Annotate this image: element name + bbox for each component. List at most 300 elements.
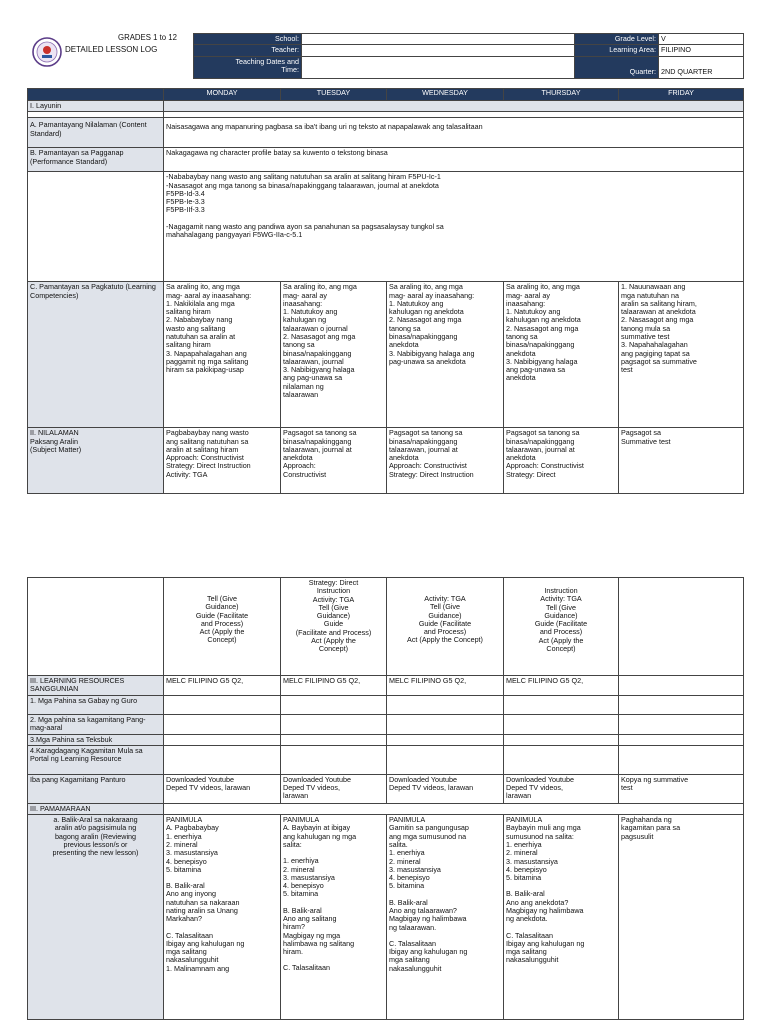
cell-line: nakasalungguhit — [166, 955, 219, 965]
cell-line: Strategy: Direct Instruction — [166, 461, 251, 471]
cell-line: Pagbabaybay nang wasto — [166, 428, 249, 438]
cell-line: Tell (Give — [207, 594, 237, 603]
cell-line: Guidance) — [316, 611, 351, 621]
cell-line: nakasalungguhit — [506, 955, 559, 965]
cell-line: Baybayin muli ang mga — [506, 823, 581, 833]
cell-line: ang pag-unawa sa — [283, 373, 343, 383]
cell-line: Act (Apply the — [538, 635, 584, 645]
cell-line: 3. Nabibigyang halaga ang — [389, 348, 475, 358]
resources-thursday: MELC FILIPINO G5 Q2, — [504, 676, 619, 696]
cell-line: aralin at/o pagsisimula ng — [54, 823, 137, 833]
cell-line: larawan — [506, 791, 532, 801]
cell-line: kagamitan para sa — [621, 823, 681, 833]
iba-pang-kagamitan-row — [28, 774, 744, 803]
cell-line: mga salitang — [166, 947, 207, 957]
teaching-dates-label — [194, 56, 302, 78]
resources-friday — [619, 676, 744, 696]
cell-line: natutuhan sa nakaraan — [166, 897, 240, 907]
learning-area-label: Learning Area: — [575, 45, 659, 56]
iba-friday — [619, 774, 744, 803]
cell-line: Ano ang talaarawan? — [389, 905, 457, 915]
cell-line: anekdota — [506, 373, 536, 383]
cell-line: 4. benepisyo — [283, 881, 324, 891]
kagamitang-row — [28, 715, 744, 735]
teksbuk-row — [28, 734, 744, 745]
cell-line: C. Talasalitaan — [166, 930, 214, 940]
seal-icon — [32, 37, 62, 67]
cell-line: 2. mineral — [283, 864, 315, 874]
content-standard-row — [28, 118, 744, 148]
cell-line: and Process) — [423, 627, 467, 637]
cell-line: paggamit ng mga salitang — [166, 356, 249, 366]
learning-competencies-row — [28, 282, 744, 428]
cell-line: Tell (Give — [430, 602, 460, 612]
cell-line: Guidance) — [205, 602, 239, 612]
cell-line: Ano ang anekdota? — [506, 897, 569, 907]
pamamaraan-row — [28, 803, 744, 814]
cell-line: kahulugan ng anekdota — [506, 315, 581, 325]
cell-line: PANIMULA — [506, 815, 543, 825]
cell-line: anekdota — [506, 453, 536, 463]
cell-line: Ano ang salitang — [283, 913, 337, 923]
grades-label: GRADES 1 to 12 — [118, 33, 177, 42]
cell-line: Sa araling ito, ang mga — [283, 282, 357, 292]
content-standard-label: A. Pamantayang Nilalaman (Content Standard) — [28, 118, 164, 148]
cell-line: wasto ang salitang — [166, 323, 226, 333]
objective-line: F5PB-IIf-3.3 — [166, 205, 205, 215]
balik-aral-monday — [164, 815, 281, 1020]
blank-cell[interactable] — [281, 715, 387, 735]
cell-line: Act (Apply the — [199, 627, 245, 637]
balik-aral-wednesday — [387, 815, 504, 1020]
day-wednesday: WEDNESDAY — [387, 89, 504, 101]
document-title: DETAILED LESSON LOG — [65, 45, 158, 54]
teaching-dates-field[interactable] — [302, 56, 575, 78]
day-monday: MONDAY — [164, 89, 281, 101]
cell-line: talaarawan at anekdota — [621, 307, 696, 317]
blank-cell[interactable] — [619, 745, 744, 774]
continuation-friday — [619, 578, 744, 676]
cell-line: larawan — [283, 791, 309, 801]
day-header-row — [28, 89, 744, 101]
competencies-friday — [619, 282, 744, 428]
cell-line: 5. bitamina — [506, 873, 542, 883]
blank-cell[interactable] — [387, 696, 504, 715]
cell-line: Guide (Facilitate — [418, 618, 472, 628]
cell-line: Pagsagot sa tanong sa — [506, 428, 580, 438]
teksbuk-label: 3.Mga Pahina sa Teksbuk — [28, 734, 164, 745]
cell-line: Deped TV videos, — [506, 783, 564, 793]
cell-line: 3. Nabibigyang halaga — [506, 356, 578, 366]
resources-wednesday: MELC FILIPINO G5 Q2, — [387, 676, 504, 696]
grade-level-label: Grade Level: — [575, 34, 659, 45]
performance-standard-row — [28, 148, 744, 172]
cell-line: presenting the new lesson) — [52, 848, 139, 858]
cell-line: Activity: TGA — [540, 594, 582, 604]
cell-line: ang pag-unawa sa — [506, 365, 566, 375]
continuation-wednesday — [387, 578, 504, 676]
cell-line: mga salitang — [389, 955, 430, 965]
gabay-guro-row — [28, 696, 744, 715]
learning-resources-label — [28, 676, 164, 696]
cell-line: Pagsagot sa — [621, 428, 661, 438]
quarter-value: 2ND QUARTER — [659, 56, 744, 78]
cell-line: Magbigay ng mga — [283, 930, 341, 940]
objective-line: mahahalagang pangyayari F5WG-IIa-c-5.1 — [166, 229, 303, 239]
cell-line: Ibigay ang kahulugan ng — [506, 938, 585, 948]
cell-line: talaarawan — [283, 389, 319, 399]
cell-line: binasa/napakinggang — [506, 436, 575, 446]
cell-line: Tell (Give — [546, 602, 576, 612]
cell-line: 1. enerhiya — [166, 831, 202, 841]
cell-line: Concept) — [207, 635, 237, 645]
balik-aral-tuesday — [281, 815, 387, 1020]
nilalaman-label — [28, 428, 164, 494]
teacher-field[interactable] — [302, 45, 575, 56]
blank-cell[interactable] — [164, 715, 281, 735]
learning-competencies-label: C. Pamantayan sa Pagkatuto (Learning Competencies) — [28, 282, 164, 428]
learning-area-value: FILIPINO — [659, 45, 744, 56]
content-standard-value: Naisasagawa ang mapanuring pagbasa sa iba't ibang uri ng teksto at napapalawak ang talasalitaan — [164, 118, 744, 148]
cell-line: Strategy: Direct — [506, 469, 556, 479]
cell-line: test — [621, 365, 633, 375]
cell-line: inaasahang: — [506, 298, 546, 308]
day-friday: FRIDAY — [619, 89, 744, 101]
blank-cell[interactable] — [387, 715, 504, 735]
quarter-label: Quarter: — [575, 56, 659, 78]
cell-line: ang mga sumusunod na — [389, 831, 467, 841]
competencies-monday — [164, 282, 281, 428]
blank-cell[interactable] — [387, 734, 504, 745]
blank-cell[interactable] — [504, 745, 619, 774]
cell-line: Approach: — [283, 461, 316, 471]
balik-aral-label — [28, 815, 164, 1020]
cell-line: mag- aaral ay — [506, 290, 550, 300]
cell-line: binasa/napakinggang — [389, 436, 458, 446]
cell-line: nilalaman ng — [283, 381, 324, 391]
strategy-continuation-row — [28, 578, 744, 676]
iba-wednesday — [387, 774, 504, 803]
cell-line: Ibigay ang kahulugan ng — [166, 938, 245, 948]
cell-line: natutuhan sa aralin at — [166, 331, 236, 341]
day-header-blank — [28, 89, 164, 101]
blank-cell[interactable] — [164, 734, 281, 745]
cell-line: Approach: Constructivist — [506, 461, 584, 471]
balik-aral-friday — [619, 815, 744, 1020]
cell-line: mag- aaral ay — [283, 290, 327, 300]
continuation-monday — [164, 578, 281, 676]
cell-line: test — [621, 783, 633, 793]
cell-line: 2. Nasasagot ang mga — [621, 315, 694, 325]
cell-line — [166, 579, 278, 587]
objective-line: F5PB-Ie-3.3 — [166, 197, 205, 207]
cell-line: anekdota — [283, 453, 313, 463]
objective-line: -Nababaybay nang wasto ang salitang natutuhan sa aralin at salitang hiram F5PU-Ic-1 — [166, 172, 441, 182]
cell-line: Guide (Facilitate — [534, 619, 588, 629]
pamamaraan-label: III. PAMAMARAAN — [28, 803, 164, 814]
performance-standard-value: Nakagagawa ng character profile batay sa kuwento o tekstong binasa — [164, 148, 744, 172]
cell-line: Sa araling ito, ang mga — [389, 282, 463, 292]
cell-line: Sa araling ito, ang mga — [166, 282, 240, 292]
cell-line: A. Baybayin at ibigay — [283, 823, 351, 833]
cell-line: Pagsagot sa tanong sa — [389, 428, 463, 438]
cell-line: 2. mineral — [166, 839, 198, 849]
cell-line: ng talaarawan. — [389, 922, 437, 932]
layunin-row — [28, 101, 744, 112]
balik-aral-row — [28, 815, 744, 1020]
cell-line: B. Balik-aral — [506, 889, 545, 899]
cell-line: Activity: TGA — [312, 594, 355, 604]
nilalaman-friday — [619, 428, 744, 494]
cell-line: mag- aaral ay inaasahang: — [166, 290, 252, 300]
cell-line: PANIMULA — [389, 815, 426, 825]
cell-line: 1. Nakikilala ang mga — [166, 298, 235, 308]
resources-monday: MELC FILIPINO G5 Q2, — [164, 676, 281, 696]
blank-cell[interactable] — [504, 696, 619, 715]
cell-line: Markahan? — [166, 914, 202, 924]
blank-cell[interactable] — [281, 734, 387, 745]
cell-line: summative test — [621, 331, 670, 341]
cell-line: 4. benepisyo — [506, 864, 547, 874]
pamamaraan-band — [164, 803, 744, 814]
cell-line: 1. enerhiya — [506, 839, 542, 849]
competencies-wednesday — [387, 282, 504, 428]
cell-line: A. Pagbabaybay — [166, 823, 219, 833]
cell-line: ng anekdota. — [506, 914, 548, 924]
cell-line: 1. Natutukoy ang — [283, 307, 338, 317]
competencies-tuesday — [281, 282, 387, 428]
performance-standard-label: B. Pamantayan sa Pagganap (Performance Standard) — [28, 148, 164, 172]
cell-line: 1. enerhiya — [283, 856, 319, 866]
cell-line: (Subject Matter) — [30, 444, 82, 454]
cell-line: C. Talasalitaan — [283, 963, 331, 973]
cell-line: hiram? — [283, 922, 305, 932]
school-field[interactable] — [302, 34, 575, 45]
cell-line: Constructivist — [283, 469, 327, 479]
gabay-guro-label: 1. Mga Pahina sa Gabay ng Guro — [28, 696, 164, 715]
blank-cell[interactable] — [164, 745, 281, 774]
cell-line: PANIMULA — [283, 815, 320, 825]
cell-line: ang pagiging tapat sa — [621, 348, 690, 358]
nilalaman-row — [28, 428, 744, 494]
cell-line: 3. Nabibigyang halaga — [283, 365, 355, 375]
lesson-log-table-part2 — [27, 577, 744, 1020]
cell-line: Act (Apply the Concept) — [407, 635, 483, 645]
blank-cell[interactable] — [619, 696, 744, 715]
cell-line: PANIMULA — [166, 815, 203, 825]
cell-line: 5. bitamina — [389, 881, 425, 891]
cell-line: tanong sa — [506, 331, 538, 341]
cell-line: 4. benepisyo — [166, 856, 207, 866]
cell-line: a. Balik-Aral sa nakaraang — [53, 815, 138, 825]
day-tuesday: TUESDAY — [281, 89, 387, 101]
continuation-label-blank — [28, 578, 164, 676]
cell-line: Kopya ng summative — [621, 774, 689, 784]
nilalaman-tuesday — [281, 428, 387, 494]
cell-line: 3. masustansiya — [506, 856, 558, 866]
objective-line: -Nagagamit nang wasto ang pandiwa ayon sa panahunan sa pagsasalaysay tungkol sa — [166, 221, 444, 231]
cell-line: talaarawan, journal at — [283, 444, 352, 454]
cell-line: binasa/napakinggang — [283, 348, 352, 358]
portal-row — [28, 745, 744, 774]
blank-cell[interactable] — [281, 696, 387, 715]
cell-line: II. NILALAMAN — [30, 428, 79, 438]
objectives-cell — [164, 172, 744, 282]
cell-line: 2. Nasasagot ang mga — [283, 331, 356, 341]
school-label: School: — [194, 34, 302, 45]
cell-line: SANGGUNIAN — [30, 684, 79, 694]
cell-line: 4. benepisyo — [389, 873, 430, 883]
teacher-label: Teacher: — [194, 45, 302, 56]
cell-line: 3. masustansiya — [166, 848, 218, 858]
cell-line: 5. bitamina — [283, 889, 319, 899]
iba-thursday — [504, 774, 619, 803]
cell-line: ang kahulugan ng mga — [283, 831, 357, 841]
dates-label-line2: Time: — [281, 64, 299, 74]
learning-resources-row — [28, 676, 744, 696]
cell-line: Ano ang inyong — [166, 889, 216, 899]
nilalaman-monday — [164, 428, 281, 494]
cell-line: Summative test — [621, 436, 671, 446]
cell-line: 3. masustansiya — [389, 864, 441, 874]
cell-line: (Facilitate and Process) — [295, 627, 372, 637]
cell-line: Downloaded Youtube — [389, 774, 457, 784]
cell-line: Approach: Constructivist — [166, 453, 244, 463]
cell-line: anekdota — [389, 453, 419, 463]
continuation-tuesday — [281, 578, 387, 676]
cell-line: salita. — [389, 839, 408, 849]
layunin-label: I. Layunin — [28, 101, 164, 112]
cell-line: Downloaded Youtube — [283, 774, 351, 784]
cell-line: talaarawan, journal at — [389, 444, 458, 454]
blank-cell[interactable] — [504, 734, 619, 745]
blank-cell[interactable] — [504, 715, 619, 735]
cell-line: aralin sa salitang hiram, — [621, 298, 697, 308]
nilalaman-thursday — [504, 428, 619, 494]
cell-line: Act (Apply the — [311, 635, 356, 645]
blank-cell[interactable] — [164, 696, 281, 715]
cell-line: talaarawan o journal — [283, 323, 348, 333]
cell-line: anekdota — [506, 348, 536, 358]
cell-line: 1. Natutukoy ang — [506, 307, 561, 317]
cell-line: kahulugan ng — [283, 315, 327, 325]
cell-line: kahulugan ng anekdota — [389, 307, 464, 317]
cell-line: Concept) — [318, 644, 349, 654]
cell-line: and Process) — [200, 618, 244, 628]
cell-line: Instruction — [544, 586, 578, 595]
objective-line: F5PB-Id-3.4 — [166, 188, 205, 198]
cell-line: 3. masustansiya — [283, 872, 335, 882]
cell-line: binasa/napakinggang — [389, 331, 458, 341]
cell-line: talaarawan, journal — [283, 356, 344, 366]
cell-line: pagsagot sa summative — [621, 356, 697, 366]
header-info-table — [193, 33, 744, 79]
cell-line: 1. Nauunawaan ang — [621, 282, 686, 292]
cell-line: Instruction — [316, 586, 351, 596]
portal-label: 4.Karagdagang Kagamitan Mula sa Portal ng Learning Resource — [28, 745, 164, 774]
iba-pang-kagamitan-label: Iba pang Kagamitang Panturo — [28, 774, 164, 803]
cell-line: and Process) — [539, 627, 583, 637]
cell-line: Strategy: Direct — [308, 578, 359, 587]
cell-line — [389, 579, 501, 587]
cell-line: 2. Nasasagot ang mga — [389, 315, 462, 325]
continuation-thursday — [504, 578, 619, 676]
day-thursday: THURSDAY — [504, 89, 619, 101]
cell-line: 1. enerhiya — [389, 848, 425, 858]
cell-line: mga salitang — [506, 947, 547, 957]
cell-line: Deped TV videos, larawan — [166, 783, 251, 793]
cell-line: Guidance) — [544, 610, 578, 620]
cell-line: 2. mineral — [506, 848, 538, 858]
cell-line: Tell (Give — [318, 602, 349, 612]
objectives-row — [28, 172, 744, 282]
cell-line: binasa/napakinggang — [283, 436, 352, 446]
cell-line: Downloaded Youtube — [506, 774, 574, 784]
cell-line: inaasahang: — [283, 298, 323, 308]
dates-label-line1: Teaching Dates and — [235, 56, 299, 66]
cell-line: B. Balik-aral — [283, 905, 322, 915]
blank-cell[interactable] — [387, 745, 504, 774]
cell-line: 3. Napapahalagahan ang — [166, 348, 247, 358]
cell-line: Paghahanda ng — [621, 815, 672, 825]
cell-line: nating aralin sa Unang — [166, 905, 238, 915]
cell-line: halimbawa ng salitang — [283, 938, 355, 948]
cell-line: binasa/napakinggang — [506, 340, 575, 350]
cell-line: pag-unawa sa anekdota — [389, 356, 466, 366]
cell-line: hiram sa pakikipag-usap — [166, 365, 244, 375]
cell-line: bagong aralin (Reviewing — [54, 831, 137, 841]
iba-monday — [164, 774, 281, 803]
cell-line: Strategy: Direct Instruction — [389, 469, 474, 479]
balik-aral-thursday — [504, 815, 619, 1020]
cell-line: hiram. — [283, 947, 303, 957]
cell-line: 1. Malinamnam ang — [166, 963, 230, 973]
cell-line: Deped TV videos, — [283, 783, 341, 793]
resources-tuesday: MELC FILIPINO G5 Q2, — [281, 676, 387, 696]
grade-level-value: V — [659, 34, 744, 45]
cell-line: salitang hiram — [166, 340, 211, 350]
cell-line: B. Balik-aral — [166, 881, 205, 891]
cell-line: nakasalungguhit — [389, 963, 442, 973]
cell-line: Guidance) — [428, 610, 462, 620]
cell-line: previous lesson/s or — [63, 839, 128, 849]
cell-line: 2. Nasasagot ang mga — [506, 323, 579, 333]
cell-line: mga natutuhan na — [621, 290, 679, 300]
cell-line: talaarawan, journal at — [506, 444, 575, 454]
cell-line: Guide — [323, 619, 344, 629]
cell-line: 5. bitamina — [166, 864, 202, 874]
cell-line: 3. Napahahalagahan — [621, 340, 688, 350]
cell-line: 2. Nababaybay nang — [166, 315, 233, 325]
cell-line: Activity: TGA — [166, 469, 208, 479]
cell-line: Guide (Facilitate — [195, 610, 249, 620]
cell-line: 1. Natutukoy ang — [389, 298, 444, 308]
iba-tuesday — [281, 774, 387, 803]
cell-line: Activity: TGA — [424, 594, 466, 603]
cell-line: Gamitin sa pangungusap — [389, 823, 469, 833]
blank-cell[interactable] — [619, 734, 744, 745]
cell-line: ang salitang natutuhan sa — [166, 436, 249, 446]
nilalaman-wednesday — [387, 428, 504, 494]
cell-line: Sa araling ito, ang mga — [506, 282, 580, 292]
kagamitang-label: 2. Mga pahina sa kagamitang Pang-mag-aaral — [28, 715, 164, 735]
blank-cell[interactable] — [619, 715, 744, 735]
layunin-band — [164, 101, 744, 112]
competencies-thursday — [504, 282, 619, 428]
blank-cell[interactable] — [281, 745, 387, 774]
cell-line: Downloaded Youtube — [166, 774, 234, 784]
cell-line: Approach: Constructivist — [389, 461, 467, 471]
